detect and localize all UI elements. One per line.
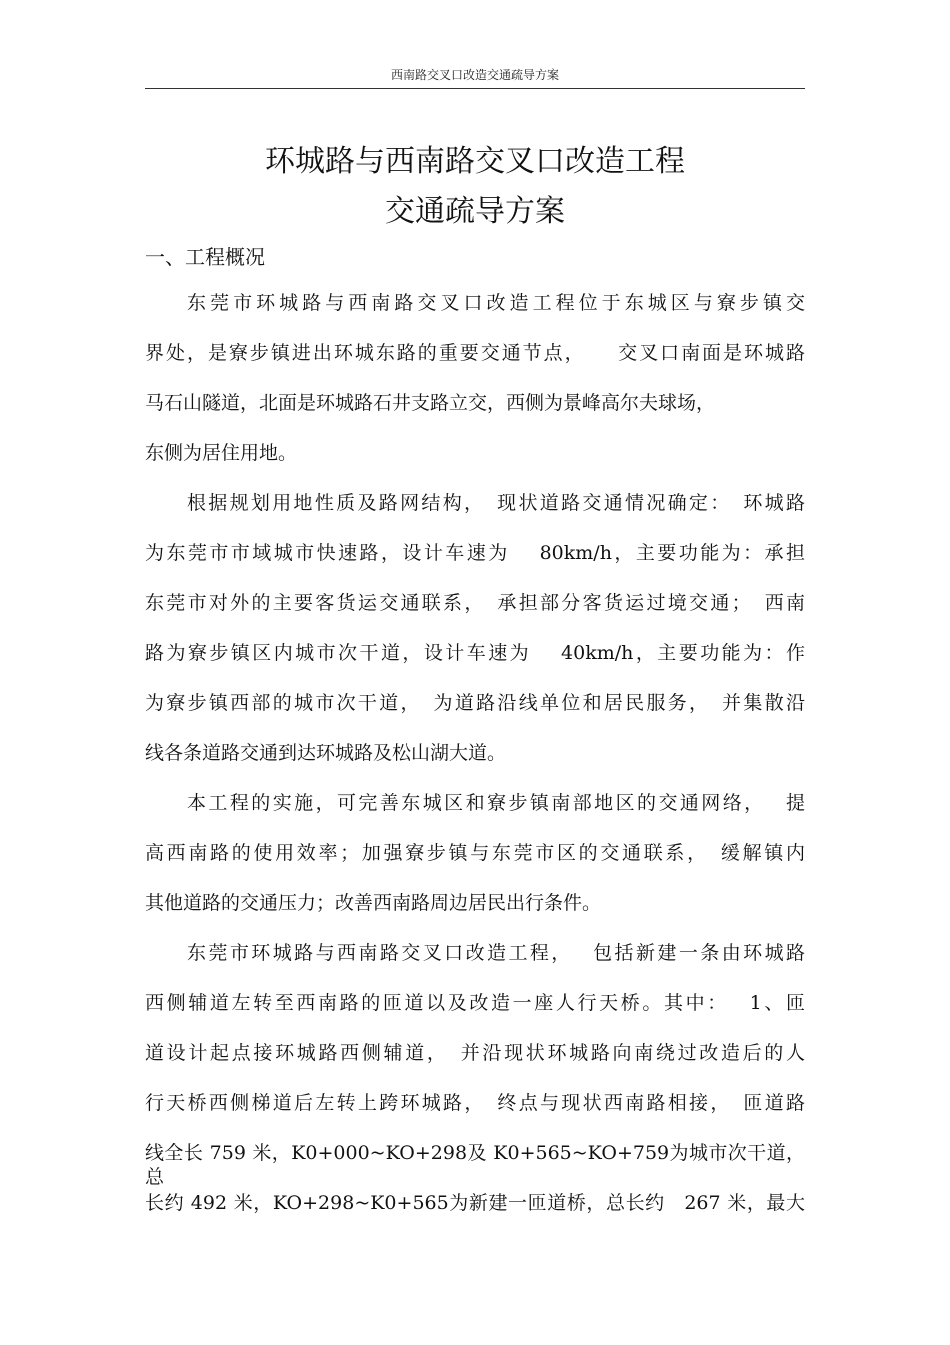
paragraph-line: 马石山隧道，北面是环城路石井支路立交，西侧为景峰高尔夫球场， — [145, 392, 716, 414]
paragraph-line: 东侧为居住用地。 — [145, 442, 298, 464]
paragraph-line: 线各条道路交通到达环城路及松山湖大道。 — [145, 742, 507, 764]
paragraph-line: 本工程的实施，可完善东城区和寮步镇南部地区的交通网络， 提 — [187, 792, 805, 814]
paragraph-line: 长约 492 米，KO+298~K0+565为新建一匝道桥，总长约 267 米，最大 — [145, 1192, 805, 1214]
running-header: 西南路交叉口改造交通疏导方案 — [390, 68, 559, 82]
paragraph-line: 其他道路的交通压力；改善西南路周边居民出行条件。 — [145, 892, 602, 914]
section-heading: 一、工程概况 — [145, 245, 265, 269]
paragraph-line: 东莞市环城路与西南路交叉口改造工程， 包括新建一条由环城路 — [187, 942, 805, 964]
paragraph-line: 东莞市环城路与西南路交叉口改造工程位于东城区与寮步镇交 — [187, 292, 805, 314]
paragraph-line: 高西南路的使用效率；加强寮步镇与东莞市区的交通联系， 缓解镇内 — [145, 842, 805, 864]
paragraph-line: 道设计起点接环城路西侧辅道， 并沿现状环城路向南绕过改造后的人 — [145, 1042, 805, 1064]
paragraph-line: 线全长 759 米，K0+000~KO+298及 K0+565~KO+759为城市次干道，总 — [145, 1142, 805, 1188]
paragraph-line: 界处，是寮步镇进出环城东路的重要交通节点， 交叉口南面是环城路 — [145, 342, 805, 364]
paragraph-line: 为寮步镇西部的城市次干道， 为道路沿线单位和居民服务， 并集散沿 — [145, 692, 805, 714]
paragraph-line: 东莞市对外的主要客货运交通联系， 承担部分客货运过境交通； 西南 — [145, 592, 805, 614]
paragraph-line: 根据规划用地性质及路网结构， 现状道路交通情况确定： 环城路 — [187, 492, 805, 514]
document-title: 环城路与西南路交叉口改造工程 — [265, 144, 685, 179]
document-subtitle: 交通疏导方案 — [385, 194, 565, 229]
paragraph-line: 路为寮步镇区内城市次干道，设计车速为 40km/h，主要功能为：作 — [145, 642, 805, 664]
paragraph-line: 西侧辅道左转至西南路的匝道以及改造一座人行天桥。其中： 1、匝 — [145, 992, 805, 1014]
paragraph-line: 为东莞市市域城市快速路，设计车速为 80km/h，主要功能为：承担 — [145, 542, 805, 564]
header-rule — [145, 88, 805, 89]
paragraph-line: 行天桥西侧梯道后左转上跨环城路， 终点与现状西南路相接， 匝道路 — [145, 1092, 805, 1114]
